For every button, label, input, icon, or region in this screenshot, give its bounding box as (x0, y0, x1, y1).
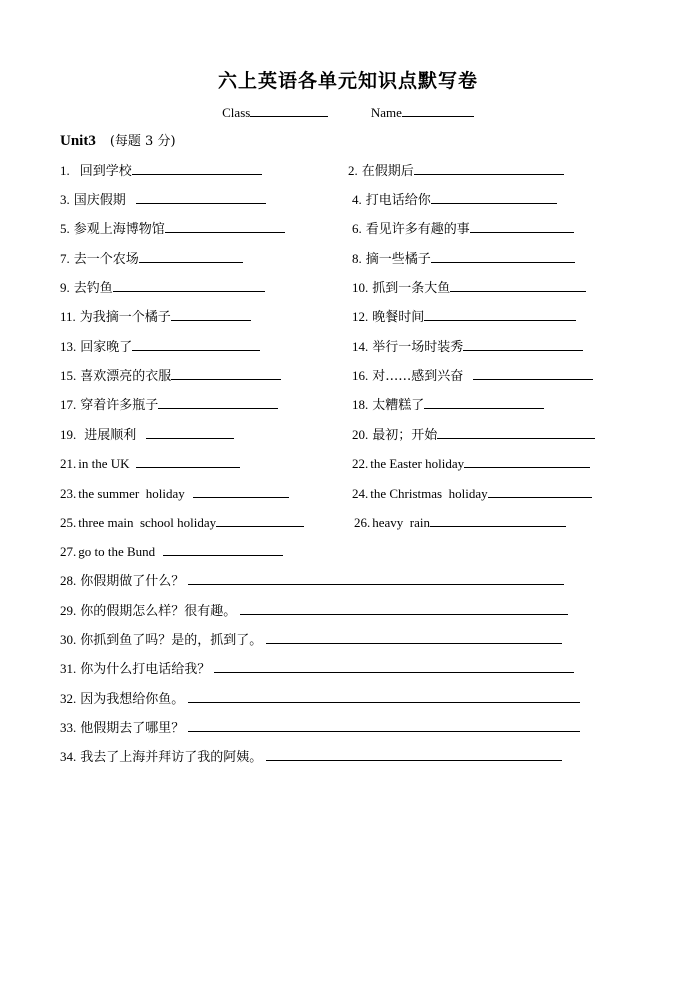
question-item: 31. 你为什么打电话给我？ (60, 658, 574, 678)
question-item: 15. 喜欢漂亮的衣服 (60, 365, 281, 385)
answer-line[interactable] (163, 541, 283, 556)
answer-line[interactable] (136, 189, 266, 204)
answer-line[interactable] (240, 600, 568, 615)
question-item: 17. 穿着许多瓶子 (60, 394, 278, 414)
answer-line[interactable] (188, 570, 564, 585)
question-item: 10. 抓到一条大鱼 (352, 277, 586, 297)
question-item: 8. 摘一些橘子 (352, 248, 575, 268)
name-field[interactable] (402, 104, 474, 117)
unit-label: Unit3 (60, 133, 96, 149)
answer-line[interactable] (136, 453, 240, 468)
name-label: Name (370, 105, 402, 120)
question-item: 23. the summer holiday (60, 483, 289, 503)
answer-line[interactable] (171, 306, 251, 321)
question-item: 24. the Christmas holiday (352, 483, 592, 503)
question-item: 27. go to the Bund (60, 541, 283, 561)
question-item: 26. heavy rain (354, 512, 566, 532)
question-item: 19. 进展顺利 (60, 424, 234, 444)
answer-line[interactable] (146, 424, 234, 439)
answer-line[interactable] (470, 218, 574, 233)
answer-line[interactable] (171, 365, 281, 380)
question-item: 25. three main school holiday (60, 512, 304, 532)
question-item: 16. 对……感到兴奋 (352, 365, 593, 385)
answer-line[interactable] (139, 248, 243, 263)
question-item: 14. 举行一场时装秀 (352, 336, 583, 356)
answer-line[interactable] (193, 483, 289, 498)
question-item: 7. 去一个农场 (60, 248, 243, 268)
question-item: 21. in the UK (60, 453, 240, 473)
answer-line[interactable] (473, 365, 593, 380)
answer-line[interactable] (488, 483, 592, 498)
answer-line[interactable] (188, 688, 580, 703)
unit-points: (每题 3 分) (109, 134, 176, 149)
answer-line[interactable] (463, 336, 583, 351)
question-item: 13. 回家晚了 (60, 336, 260, 356)
question-item: 2. 在假期后 (348, 160, 564, 180)
answer-line[interactable] (424, 394, 544, 409)
question-item: 30. 你抓到鱼了吗？是的，抓到了。 (60, 629, 562, 649)
page-title: 六上英语各单元知识点默写卷 (217, 70, 478, 92)
question-item: 12. 晚餐时间 (352, 306, 576, 326)
question-item: 1. 回到学校 (60, 160, 262, 180)
question-item: 34. 我去了上海并拜访了我的阿姨。 (60, 746, 562, 766)
answer-line[interactable] (431, 248, 575, 263)
question-item: 29. 你的假期怎么样？很有趣。 (60, 600, 568, 620)
question-item: 32. 因为我想给你鱼。 (60, 688, 580, 708)
question-item: 20. 最初；开始 (352, 424, 595, 444)
answer-line[interactable] (431, 189, 557, 204)
answer-line[interactable] (165, 218, 285, 233)
class-label: Class (222, 105, 251, 120)
answer-line[interactable] (266, 629, 562, 644)
question-item: 18. 太糟糕了 (352, 394, 544, 414)
question-item: 5. 参观上海博物馆 (60, 218, 285, 238)
answer-line[interactable] (424, 306, 576, 321)
class-field[interactable] (250, 104, 328, 117)
answer-line[interactable] (437, 424, 595, 439)
answer-line[interactable] (113, 277, 265, 292)
answer-line[interactable] (132, 336, 260, 351)
answer-line[interactable] (216, 512, 304, 527)
question-item: 11. 为我摘一个橘子 (60, 306, 251, 326)
question-item: 6. 看见许多有趣的事 (352, 218, 574, 238)
question-item: 28. 你假期做了什么？ (60, 570, 564, 590)
unit-heading (60, 130, 176, 150)
answer-line[interactable] (158, 394, 278, 409)
answer-line[interactable] (430, 512, 566, 527)
answer-line[interactable] (188, 717, 580, 732)
question-item: 9. 去钓鱼 (60, 277, 265, 297)
student-info (0, 104, 696, 121)
answer-line[interactable] (414, 160, 564, 175)
answer-line[interactable] (464, 453, 590, 468)
question-item: 22. the Easter holiday (352, 453, 590, 473)
answer-line[interactable] (132, 160, 262, 175)
answer-line[interactable] (266, 746, 562, 761)
answer-line[interactable] (450, 277, 586, 292)
answer-line[interactable] (214, 658, 574, 673)
question-item: 3. 国庆假期 (60, 189, 266, 209)
question-item: 4. 打电话给你 (352, 189, 557, 209)
question-item: 33. 他假期去了哪里？ (60, 717, 580, 737)
